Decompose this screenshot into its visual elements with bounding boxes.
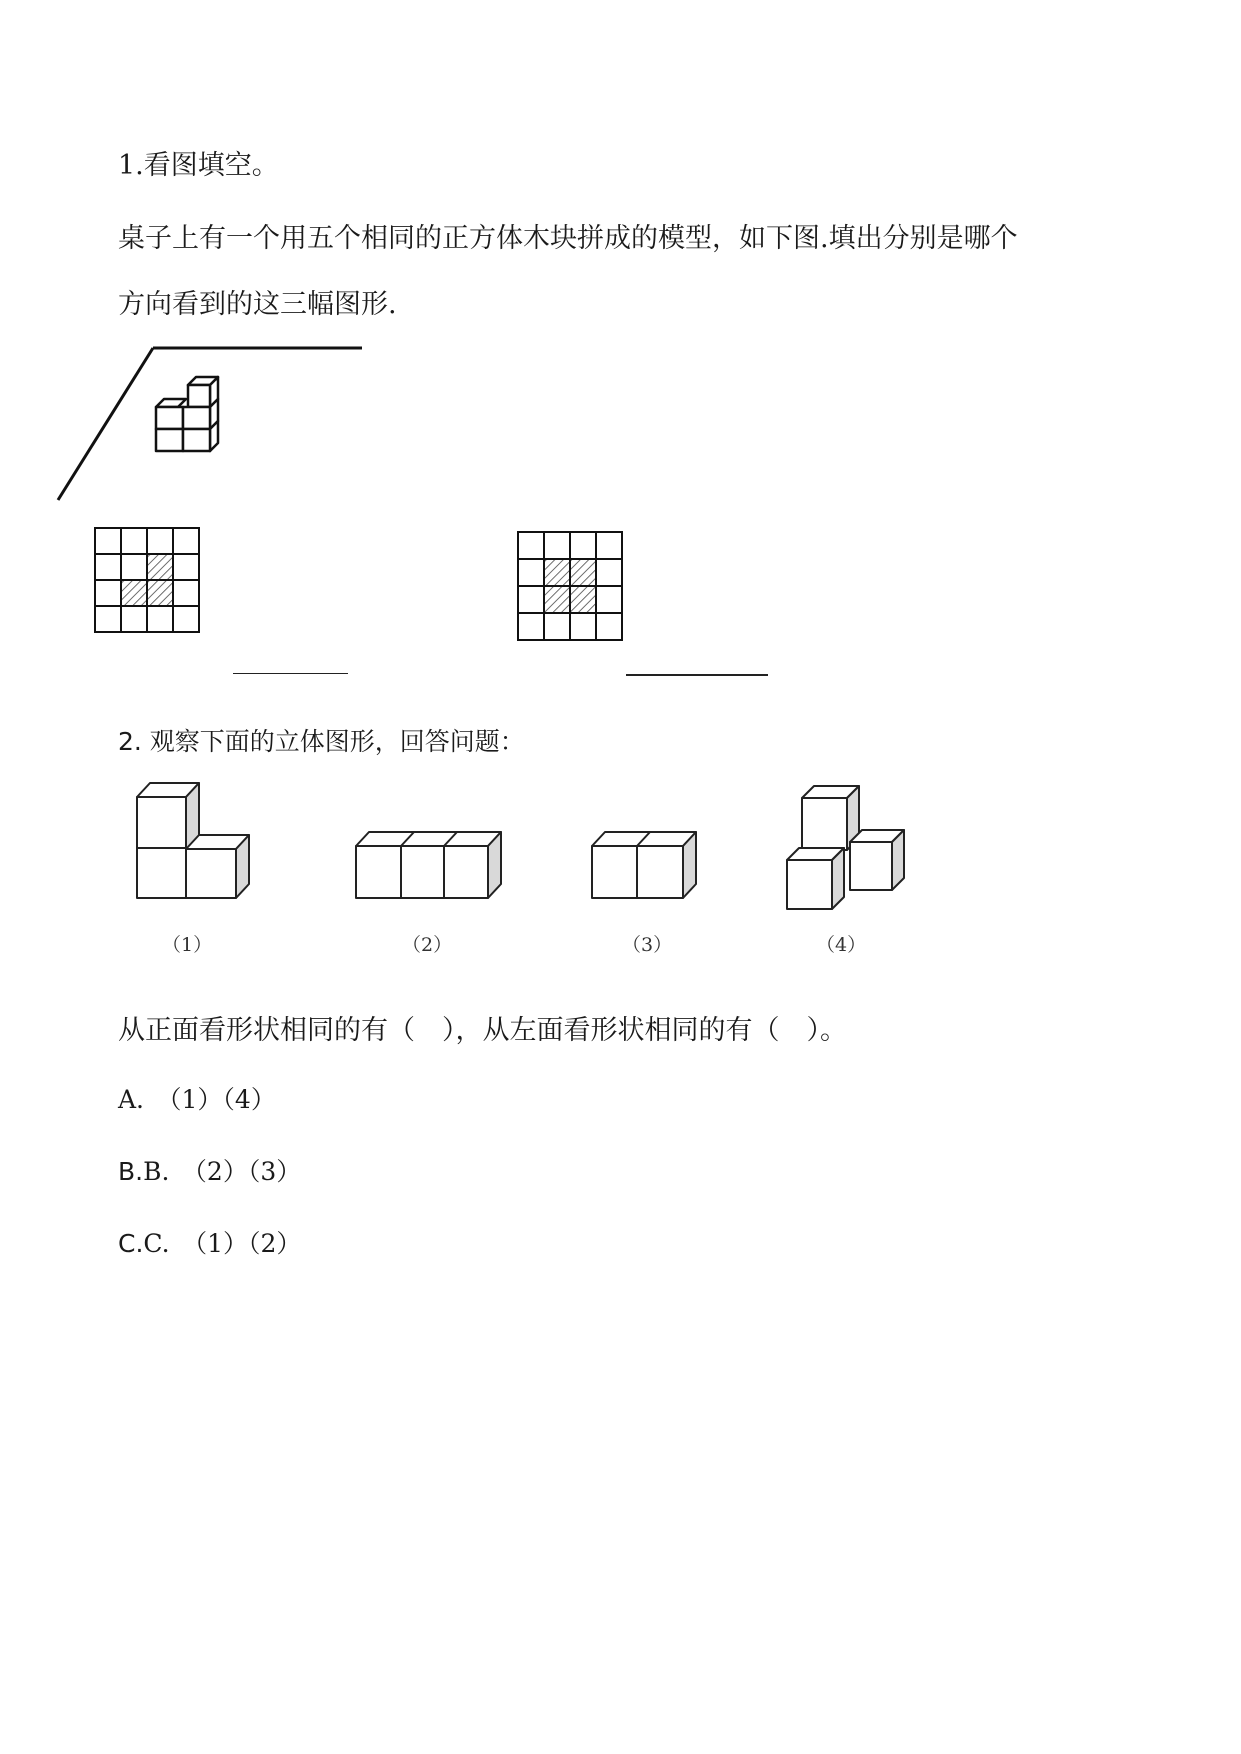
grid-cell	[173, 606, 199, 632]
grid-cell	[544, 613, 570, 640]
grid-cell	[596, 532, 622, 559]
q1-text-line1: 桌子上有一个用五个相同的正方体木块拼成的模型，如下图.填出分别是哪个	[118, 223, 1018, 254]
option-b-letter: B.	[118, 1157, 144, 1186]
grid-cell-shaded	[570, 559, 596, 586]
grid-cell	[95, 528, 121, 554]
grid-cell-shaded	[570, 586, 596, 613]
grid-cell	[121, 554, 147, 580]
solid-figure-1	[130, 775, 290, 915]
grid-cell-shaded	[544, 559, 570, 586]
grid-cell	[173, 528, 199, 554]
grid-cell	[544, 532, 570, 559]
grid-cell	[570, 532, 596, 559]
grid-cell	[121, 528, 147, 554]
grid-cell	[121, 606, 147, 632]
q2-question: 从正面看形状相同的有（ ），从左面看形状相同的有（ ）。	[118, 1015, 847, 1046]
option-a-letter: A.	[118, 1085, 145, 1114]
grid-cell	[596, 613, 622, 640]
grid-cell-shaded	[147, 554, 173, 580]
option-c-text: C. （1）（2）	[143, 1229, 302, 1258]
answer-blank-2[interactable]	[626, 674, 768, 676]
grid-cell-shaded	[544, 586, 570, 613]
grid-view-2	[516, 530, 624, 642]
grid-cell	[596, 586, 622, 613]
answer-blank-1[interactable]	[233, 673, 348, 674]
q1-title: 1.看图填空。	[118, 150, 279, 181]
grid-cell	[173, 580, 199, 606]
solid-figure-3	[586, 822, 716, 912]
grid-cell	[173, 554, 199, 580]
solid-figure-4	[782, 772, 922, 912]
grid-cell	[518, 532, 544, 559]
caption-4: （4）	[816, 934, 867, 956]
cube-model	[156, 377, 218, 451]
grid-cell	[95, 580, 121, 606]
caption-3: （3）	[622, 934, 673, 956]
q2-title: 2. 观察下面的立体图形，回答问题：	[118, 727, 525, 756]
grid-cell	[518, 586, 544, 613]
grid-cell-shaded	[121, 580, 147, 606]
grid-cell	[147, 606, 173, 632]
grid-cell	[596, 559, 622, 586]
caption-2: （2）	[402, 934, 453, 956]
solid-figure-2	[350, 822, 525, 912]
option-c-letter: C.	[118, 1229, 144, 1258]
option-b-text: B. （2）（3）	[143, 1157, 302, 1186]
grid-cell	[518, 559, 544, 586]
option-c[interactable]	[118, 1224, 301, 1260]
grid-cell	[95, 554, 121, 580]
option-a[interactable]	[118, 1080, 276, 1116]
grid-cell	[147, 528, 173, 554]
grid-cell	[518, 613, 544, 640]
grid-cell	[95, 606, 121, 632]
table-cube-model-figure	[50, 340, 380, 510]
option-b[interactable]	[118, 1152, 301, 1188]
option-a-text: （1）（4）	[144, 1085, 276, 1114]
q1-text-line2: 方向看到的这三幅图形.	[118, 289, 397, 320]
grid-view-1	[93, 526, 201, 634]
grid-cell	[570, 613, 596, 640]
grid-cell-shaded	[147, 580, 173, 606]
caption-1: （1）	[162, 934, 213, 956]
